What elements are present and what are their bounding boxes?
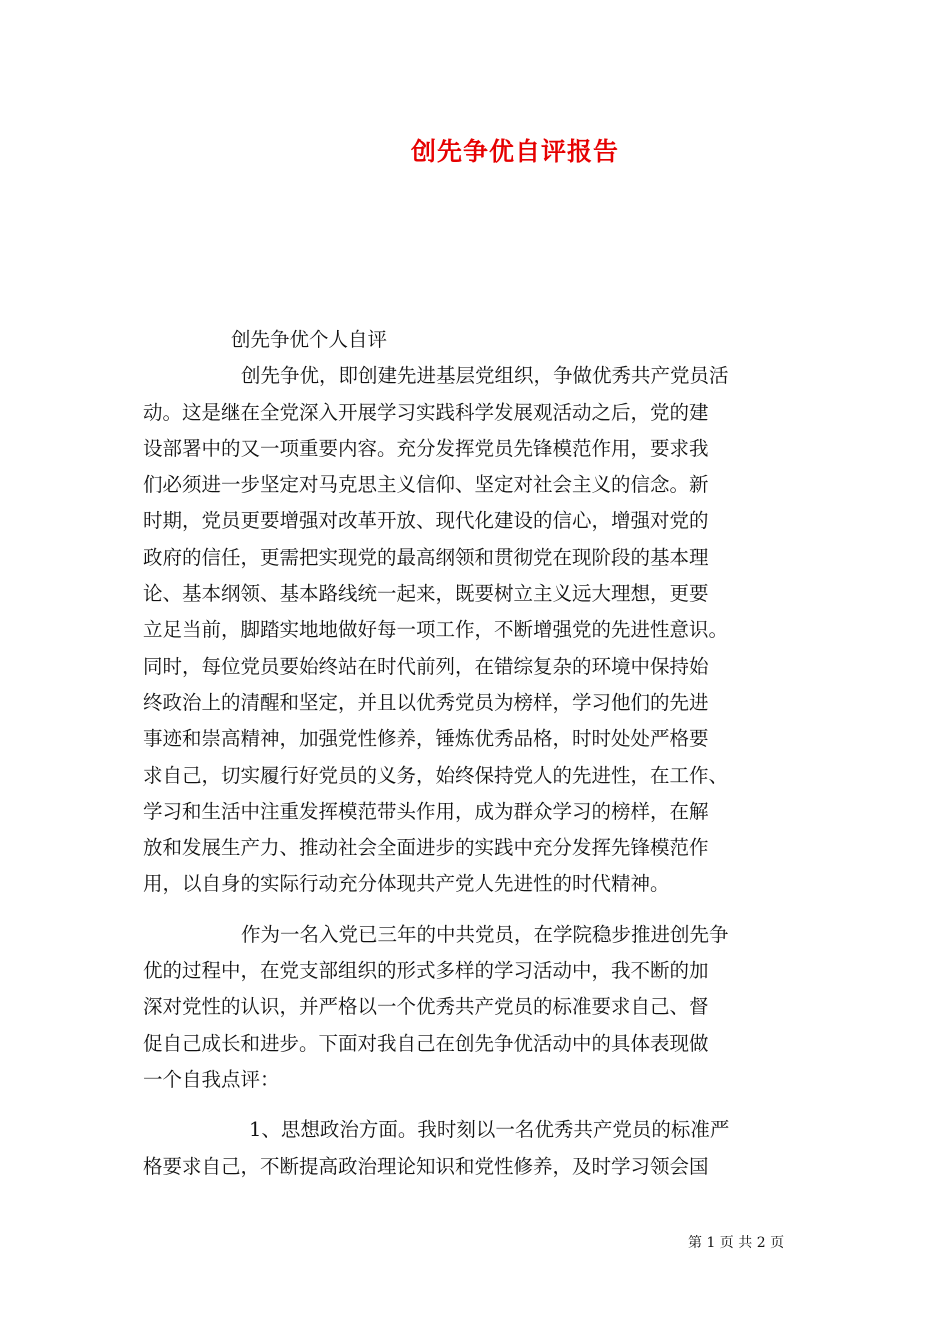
document-title: 创先争优自评报告 [410,137,619,166]
document-body [143,322,811,1185]
page-number: 第 1 页 共 2 页 [688,1235,785,1251]
paragraph-line: 作为一名入党已三年的中共党员，在学院稳步推进创先争 [241,922,729,946]
paragraph-line: 设部署中的又一项重要内容。充分发挥党员先锋模范作用，要求我 [143,436,709,460]
paragraph-1 [143,358,811,902]
section-heading: 创先争优个人自评 [231,328,388,351]
paragraph-line: 深对党性的认识，并严格以一个优秀共产党员的标准要求自己、督 [143,995,709,1019]
paragraph-line: 时期，党员更要增强对改革开放、现代化建设的信心，增强对党的 [143,509,709,533]
paragraph-gap [143,903,811,917]
paragraph-line: 学习和生活中注重发挥模范带头作用，成为群众学习的榜样，在解 [143,799,709,823]
paragraph-3 [143,1112,811,1185]
paragraph-line: 促自己成长和进步。下面对我自己在创先争优活动中的具体表现做 [143,1031,709,1055]
paragraph-line: 放和发展生产力、推动社会全面进步的实践中充分发挥先锋模范作 [143,836,709,860]
paragraph-2 [143,917,811,1098]
paragraph-line: 格要求自己，不断提高政治理论知识和党性修养，及时学习领会国 [143,1154,709,1178]
paragraph-line: 事迹和崇高精神，加强党性修养，锤炼优秀品格，时时处处严格要 [143,727,709,751]
paragraph-line: 终政治上的清醒和坚定，并且以优秀党员为榜样，学习他们的先进 [143,690,709,714]
paragraph-line: 1、思想政治方面。我时刻以一名优秀共产党员的标准严 [249,1118,730,1142]
paragraph-gap [143,1098,811,1112]
paragraph-line: 优的过程中，在党支部组织的形式多样的学习活动中，我不断的加 [143,959,709,983]
paragraph-line: 用，以自身的实际行动充分体现共产党人先进性的时代精神。 [143,872,670,896]
paragraph-line: 创先争优，即创建先进基层党组织，争做优秀共产党员活 [241,364,729,388]
paragraph-line: 一个自我点评： [143,1067,280,1091]
paragraph-line: 政府的信任，更需把实现党的最高纲领和贯彻党在现阶段的基本理 [143,545,709,569]
paragraph-line: 们必须进一步坚定对马克思主义信仰、坚定对社会主义的信念。新 [143,473,709,497]
paragraph-line: 动。这是继在全党深入开展学习实践科学发展观活动之后，党的建 [143,400,709,424]
paragraph-line: 论、基本纲领、基本路线统一起来，既要树立主义远大理想，更要 [143,582,709,606]
paragraph-line: 求自己，切实履行好党员的义务，始终保持党人的先进性，在工作、 [143,763,729,787]
paragraph-line: 同时，每位党员要始终站在时代前列，在错综复杂的环境中保持始 [143,654,709,678]
paragraph-line: 立足当前，脚踏实地地做好每一项工作，不断增强党的先进性意识。 [143,618,729,642]
